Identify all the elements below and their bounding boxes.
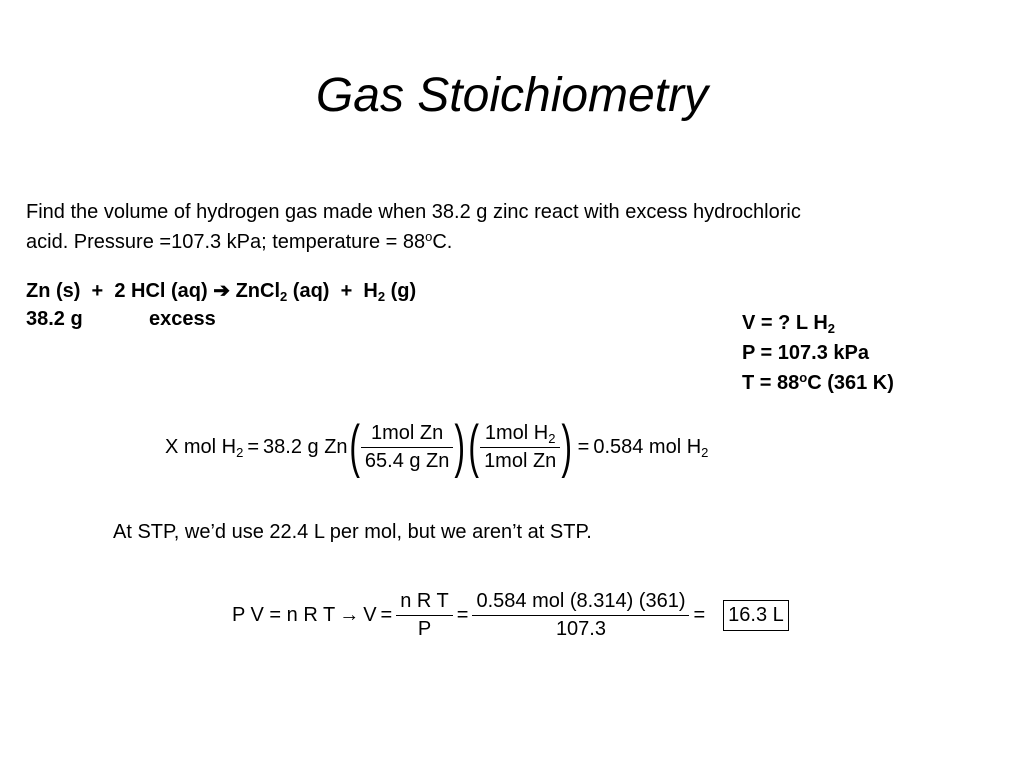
reaction-equation [26,278,416,303]
eq1-result-sub: 2 [701,444,709,460]
eq2-f2-denominator: 107.3 [555,618,606,640]
temp-degree: o [799,370,808,385]
fraction-molar-mass [361,422,454,473]
problem-line-2-text: acid. Pressure =107.3 kPa; temperature = 88 [26,231,426,253]
eq2-f2-numerator: 0.584 mol (8.314) (361) [472,590,689,616]
problem-line-2-end: C. [432,231,453,253]
f2-num-sub: 2 [548,430,556,446]
f1-numerator: 1mol Zn [361,422,454,448]
eq1-result [593,436,708,459]
temp-end: C (361 K) [807,372,894,394]
eq1-result-text: 0.584 mol H [593,435,702,458]
eq1-lhs-sub: 2 [236,444,244,460]
problem-statement [26,197,801,257]
f2-numerator [480,422,560,448]
equals-sign-5: = [693,604,706,626]
problem-line-2 [26,227,801,257]
hcl-excess: excess [149,308,216,330]
fraction-mole-ratio [480,422,560,473]
fraction-values [472,590,689,641]
eq1-given: 38.2 g Zn [263,435,348,458]
left-paren-2: ( [468,414,479,479]
product-end: (g) [385,280,417,302]
given-volume [742,308,894,338]
equals-sign-3: = [380,604,393,626]
given-values [742,308,894,398]
reactants: Zn (s) + 2 HCl (aq) [26,280,208,302]
answer-box: 16.3 L [723,600,789,631]
ideal-gas-law: P V = n R T [232,604,336,626]
temp-text: T = 88 [742,372,800,394]
slide-title: Gas Stoichiometry [315,69,709,122]
given-pressure: P = 107.3 kPa [742,342,869,364]
zn-mass: 38.2 g [26,308,83,330]
f2-num-text: 1mol H [484,421,549,444]
eq1-lhs-text: X mol H [165,435,237,458]
equals-sign-4: = [456,604,469,626]
volume-text: V = ? L H [742,312,828,334]
f1-denominator: 65.4 g Zn [364,449,450,472]
stp-note: At STP, we’d use 22.4 L per mol, but we aren’t at STP. [113,521,592,543]
h2-subscript: 2 [377,289,386,304]
ideal-gas-equation [232,590,789,641]
stoichiometry-equation [165,414,709,479]
problem-line-1: Find the volume of hydrogen gas made when 38.2 g zinc react with excess hydrochloric [26,201,801,223]
product-zncl: ZnCl [235,280,281,302]
right-paren: ) [454,414,466,479]
left-paren: ( [348,414,360,479]
f2-denominator: 1mol Zn [484,449,557,472]
product-mid: (aq) + H [287,280,378,302]
equals-sign-2: = [577,435,590,458]
given-temperature [742,368,894,398]
zncl-subscript: 2 [280,289,288,304]
fraction-nrt-over-p [396,590,453,641]
eq1-lhs [165,436,243,459]
volume-sub: 2 [827,321,835,336]
eq2-f1-numerator: n R T [396,590,453,616]
equals-sign: = [247,435,260,458]
degree-sup: o [425,229,433,244]
right-paren-2: ) [561,414,573,479]
eq2-f1-denominator: P [417,618,432,640]
eq2-volume: V [363,604,377,626]
reaction-arrow-icon: ➔ [213,280,231,302]
right-arrow-icon: → [339,604,360,626]
